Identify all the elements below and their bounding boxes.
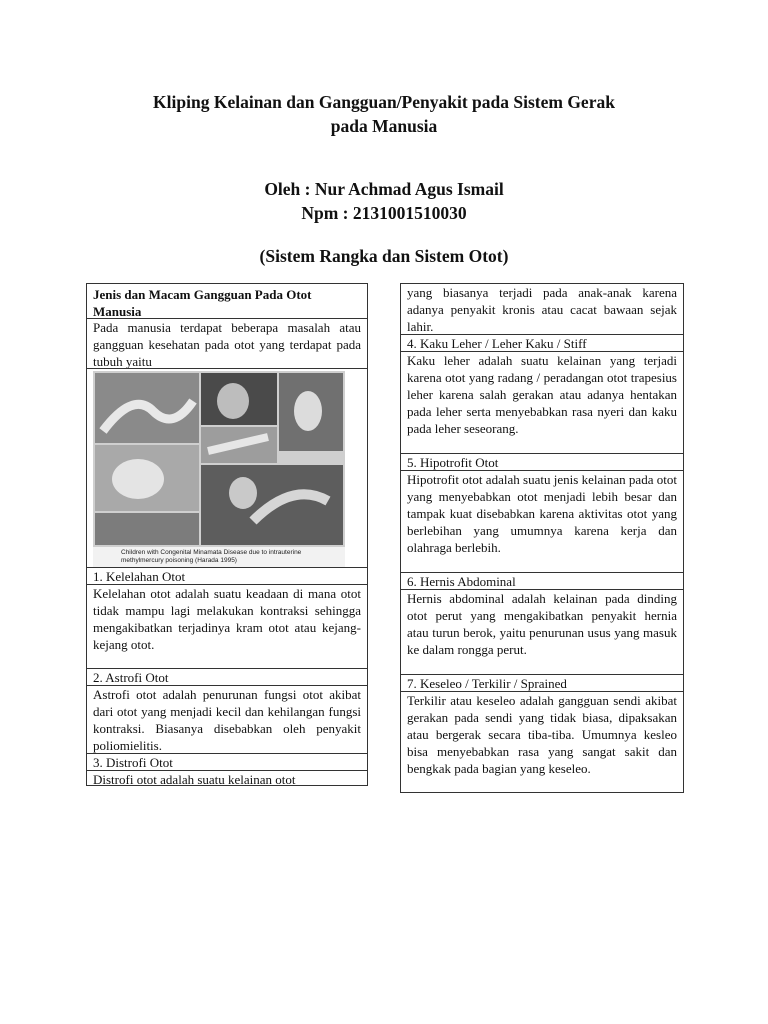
document-subtitle: (Sistem Rangka dan Sistem Otot) [259,246,509,266]
item-7-title: 7. Keseleo / Terkilir / Sprained [401,675,683,692]
photo-caption: Children with Congenital Minamata Disease due to intrauterine methylmercury poisoning (Harada 1995) [121,549,302,564]
item-3-text: Distrofi otot adalah suatu kelainan otot [93,772,296,787]
minamata-photo-collage [93,371,345,567]
right-table [400,283,684,793]
item-5-text: Hipotrofit otot adalah suatu jenis kelainan pada otot yang menyebabkan otot menjadi lebih besar dan tampak kuat disebabkan karena aktivitas otot yang berlebihan yang umumnya karena kerja dan olahraga berlebih. [401,471,683,573]
item-1-text: Kelelahan otot adalah suatu keadaan di mana otot tidak mampu lagi melakukan kontraksi sehingga mengakibatkan terjadinya kram otot atau kejang-kejang otot. [87,585,367,669]
photo-cell [87,369,367,568]
title-line-1: Kliping Kelainan dan Gangguan/Penyakit pada Sistem Gerak [153,92,615,112]
item-7-text: Terkilir atau keseleo adalah gangguan sendi akibat gerakan pada sendi yang tidak biasa, dipaksakan atau bergerak secara tiba-tiba. Umumnya kesleo bisa menyebabkan rasa yang sangat sakit dan bengkak pada bagian yang keseleo. [407,693,677,776]
item-6-title: 6. Hernis Abdominal [401,573,683,590]
item-4-text: Kaku leher adalah suatu kelainan yang terjadi karena otot yang radang / peradangan otot trapesius leher karena salah gerakan atau adanya hentakan pada leher serta menyebabkan rasa nyeri dan kaku pada leher seseorang. [401,352,683,454]
student-number: Npm : 2131001510030 [301,203,467,223]
continuation-text: yang biasanya terjadi pada anak-anak karena adanya penyakit kronis atau cacat bawaan sejak lahir. [401,284,683,335]
left-table [86,283,368,786]
author-name: Oleh : Nur Achmad Agus Ismail [264,179,504,199]
item-1-title: 1. Kelelahan Otot [87,568,367,585]
item-2-title: 2. Astrofi Otot [87,669,367,686]
intro-text: Pada manusia terdapat beberapa masalah atau gangguan kesehatan pada otot yang terdapat pada tubuh yaitu [87,319,367,369]
item-6-text: Hernis abdominal adalah kelainan pada dinding otot perut yang mengakibatkan penyakit hernia atau turun berok, yaitu penurunan usus yang masuk ke dalam rongga perut. [401,590,683,675]
left-table-header: Jenis dan Macam Gangguan Pada Otot Manusia [87,284,367,319]
author-block [60,177,708,225]
item-3-title: 3. Distrofi Otot [87,754,367,771]
item-5-title: 5. Hipotrofit Otot [401,454,683,471]
item-2-text: Astrofi otot adalah penurunan fungsi otot akibat dari otot yang menjadi kecil dan kehilangan fungsi kontraksi. Biasanya disebabkan oleh penyakit poliomielitis. [87,686,367,754]
item-4-title: 4. Kaku Leher / Leher Kaku / Stiff [401,335,683,352]
photo-collage-image [93,371,345,567]
document-title [60,90,708,138]
title-line-2: pada Manusia [330,116,438,136]
